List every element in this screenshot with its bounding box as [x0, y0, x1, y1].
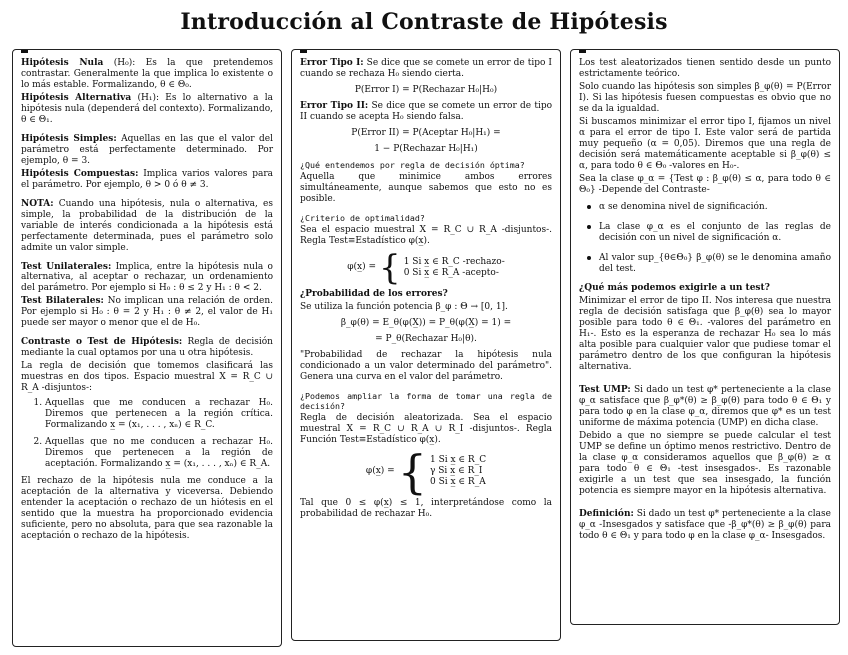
bullet-icon [587, 256, 591, 260]
phi-cases-equation: φ(x̲) = { 1 Si x̲ ∈ R_C -rechazo- 0 Si x̲ ∈ R_A -acepto- [347, 247, 505, 288]
corner-marker [579, 49, 586, 53]
final-paragraph: Tal que 0 ≤ φ(x̲) ≤ 1, interpretándose como la probabilidad de rechazar H₀. [300, 497, 552, 519]
question-ampliar: ¿Podemos ampliar la forma de tomar una regla de decisión? [300, 390, 552, 411]
quote-paragraph: "Probabilidad de rechazar la hipótesis nula condicionado a un valor determinado del parámetro". Genera una curva en el valor del parámetro. [300, 349, 552, 382]
unilateral-definition: Test Unilaterales: Implica, entre la hipótesis nula o alternativa, al aceptar o rechazar, un ordenamiento del parámetro. Por ejemplo si H₀ : θ ≤ 2 y H₁ : θ < 2. [21, 261, 273, 294]
compuesta-definition: Hipótesis Compuestas: Implica varios valores para el parámetro. Por ejemplo, θ > 0 ó θ ≠ 3. [21, 168, 273, 190]
ampliar-answer: Regla de decisión aleatorizada. Sea el espacio muestral X = R_C ∪ R_A ∪ R_I -disjuntos-. Regla Función Test≡Estadístico φ(x̲). [300, 412, 552, 445]
column-2 [291, 49, 561, 641]
column-3 [570, 49, 840, 625]
error2-equation-2: 1 − P(Rechazar H₀|H₁) [374, 143, 478, 154]
exigir-answer: Minimizar el error de tipo II. Nos interesa que nuestra regla de decisión satisfaga que β_φ(θ) sea lo mayor posible para todo θ ∈ Θ₁. -valores del parámetro en H₁-. Esto es la esperanza de rechazar H₀ sea lo más alta posible para cualquier valor que pudiese tomar el parámetro dentro de los que configuran la hipótesis alternativa. [579, 296, 831, 373]
sample-types-list [21, 398, 273, 470]
minimizar-paragraph: Si buscamos minimizar el error tipo I, fijamos un nivel α para el error de tipo I. Este valor será de partida muy pequeño (α = 0,05). Diremos que una regla de decisión será matemáticamente aceptable si β_φ(θ) ≤ α, para todo θ ∈ Θ₀ -valores en H₀-. [579, 116, 831, 171]
list-item: Al valor sup_{θ∈Θ₀} β_φ(θ) se le denomina amaño del test. [599, 253, 831, 275]
simples-paragraph: Solo cuando las hipótesis son simples β_φ(θ) = P(Error I). Si las hipótesis fuesen compuestas es obvio que no se da la igualdad. [579, 81, 831, 114]
clase-paragraph: Sea la clase φ_α = {Test φ : β_φ(θ) ≤ α, para todo θ ∈ Θ₀} -Depende del Contraste- [579, 173, 831, 195]
list-item: 2. Aquellas que no me conducen a rechazar H₀. Diremos que pertenecen a la región de aceptación. Formalizando x̲ = (x₁, . . . , xₙ) ∈ R_A. [45, 437, 273, 470]
optimal-answer: Aquella que minimice ambos errores simultáneamente, aunque sabemos que esto no es posible. [300, 171, 552, 204]
properties-list [579, 202, 831, 275]
question-exigir: ¿Qué más podemos exigirle a un test? [579, 283, 770, 294]
list-item: 1. Aquellas que me conducen a rechazar H₀. Diremos que pertenecen a la región crítica. Formalizando x̲ = (x₁, . . . , xₙ) ∈ R_C. [45, 398, 273, 431]
column-1 [12, 49, 282, 647]
nota-paragraph: NOTA: Cuando una hipótesis, nula o alternativa, es simple, la probabilidad de la distribución de la variable de interés condicionada a la hipótesis está perfectamente determinada, pues el parámetro solo admite un valor simple. [21, 198, 273, 253]
question-optimal: ¿Qué entendemos por regla de decisión óptima? [300, 159, 525, 170]
corner-marker [21, 49, 28, 53]
question-criterio: ¿Criterio de optimalidad? [300, 212, 425, 223]
contraste-definition: Contraste o Test de Hipótesis: Regla de decisión mediante la cual optamos por una u otra hipótesis. [21, 337, 273, 359]
probabilidad-answer: Se utiliza la función potencia β_φ : Θ → [0, 1]. [300, 301, 508, 312]
definicion-paragraph: Definición: Si dado un test φ* perteneciente a la clase φ_α -Insesgados y satisface que -β_φ*(θ) ≥ β_φ(θ) para todo θ ∈ Θ₁ y para todo φ en la clase φ_α- Insesgados. [579, 508, 831, 541]
error2-definition: Error Tipo II: Se dice que se comete un error de tipo II cuando se acepta H₀ siendo falsa. [300, 100, 552, 122]
bullet-icon [587, 205, 591, 209]
h0-definition: Hipótesis Nula (H₀): Es la que pretendemos contrastar. Generalmente la que implica lo existente o lo más estable. Formalizando, θ ∈ Θ₀. [21, 58, 273, 90]
corner-marker [300, 49, 307, 53]
rechazo-paragraph: El rechazo de la hipótesis nula me conduce a la aceptación de la alternativa y viceversa. Debiendo entender la aceptación o rechazo de un hiótesis en el sentido que la muestra ha proporcionado evidencia suficiente, pero no absoluta, para que sea razonable la aceptación o rechazo de la hipótesis. [21, 475, 273, 541]
beta-equation-2: = P_θ(Rechazar H₀|θ). [375, 333, 477, 344]
error1-equation: P(Error I) = P(Rechazar H₀|H₀) [354, 84, 498, 95]
phi-randomized-equation: φ(x̲) = { 1 Si x̲ ∈ R_C γ Si x̲ ∈ R_I 0 Si x̲ ∈ R_A [365, 444, 487, 499]
error2-equation-1: P(Error II) = P(Aceptar H₀|H₁) = [351, 127, 501, 138]
h1-definition: Hipótesis Alternativa (H₁): Es lo alternativo a la hipótesis nula (dependerá del contexto). Formalizando, θ ∈ Θ₁. [21, 92, 274, 125]
ump-definition: Test UMP: Si dado un test φ* perteneciente a la clase φ_α satisface que β_φ*(θ) ≥ β_φ(θ) para todo θ ∈ Θ₁ y para todo φ en la clase φ_α, diremos que φ* es un test uniforme de máxima potencia (UMP) en dicha clase. [579, 385, 831, 429]
insesgados-paragraph: Debido a que no siempre se puede calcular el test UMP se define un óptimo menos restrictivo. Dentro de la clase φ_α consideramos aquellos que β_φ(θ) ≥ α para todo θ ∈ Θ₁ -test insesgados-. Es razonable exigirle a un test que sea insesgado, la función potencia es siempre mayor en la hipótesis alternativa. [579, 431, 831, 496]
simple-definition: Hipótesis Simples: Aquellas en las que el valor del parámetro está perfectamente determinado. Por ejemplo, θ = 3. [21, 133, 273, 166]
bullet-icon [587, 225, 591, 229]
regla-paragraph: La regla de decisión que tomemos clasificará las muestras en dos tipos. Espacio muestral X = R_C ∪ R_A -disjuntos-: [21, 361, 273, 394]
page-title: Introducción al Contraste de Hipótesis [180, 9, 668, 35]
beta-equation-1: β_φ(θ) = E_θ(φ(X̲)) = P_θ(φ(X̲) = 1) = [340, 317, 512, 328]
aleatorizados-paragraph: Los test aleatorizados tienen sentido desde un punto estrictamente teórico. [579, 58, 831, 79]
bilateral-definition: Test Bilaterales: No implican una relación de orden. Por ejemplo si H₀ : θ = 2 y H₁ : θ ≠ 2, el valor de H₁ puede ser mayor o menor que el de H₀. [21, 296, 273, 329]
list-item: La clase φ_α es el conjunto de las reglas de decisión con un nivel de significación α. [599, 222, 831, 244]
question-probabilidad: ¿Probabilidad de los errores? [300, 288, 448, 299]
error1-definition: Error Tipo I: Se dice que se comete un error de tipo I cuando se rechaza H₀ siendo cierta. [300, 58, 552, 79]
list-item: α se denomina nivel de significación. [599, 202, 831, 213]
criterio-answer: Sea el espacio muestral X = R_C ∪ R_A -disjuntos-. Regla Test≡Estadístico φ(x̲). [300, 224, 552, 246]
